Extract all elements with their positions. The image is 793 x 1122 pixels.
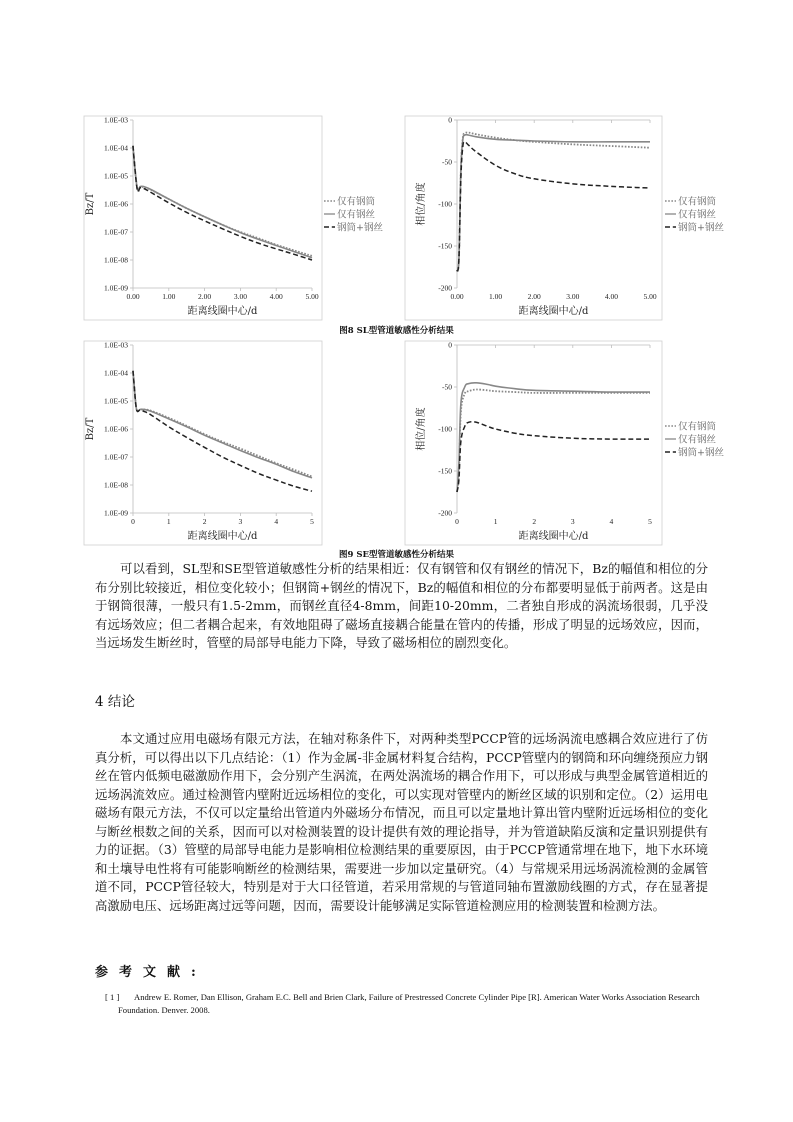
x-tick-label: 1: [493, 517, 498, 526]
series-line: [133, 371, 312, 477]
x-tick-label: 2: [202, 517, 207, 526]
x-tick-label: 0.00: [450, 292, 464, 301]
fig9-phase-chart: [405, 337, 735, 549]
x-tick-label: 0: [455, 517, 459, 526]
series-line: [457, 142, 650, 271]
y-tick-label: -100: [438, 424, 452, 434]
references-heading: 参考文献:: [95, 965, 207, 980]
series-line: [457, 422, 650, 492]
x-tick-label: 1.00: [162, 292, 176, 301]
y-tick-label: 1.0E-09: [104, 283, 128, 293]
x-tick-label: 1: [166, 517, 171, 526]
legend-label: 仅有钢丝: [337, 209, 376, 221]
y-tick-label: 1.0E-05: [104, 396, 128, 406]
y-tick-label: 1.0E-09: [104, 508, 128, 518]
x-tick-label: 4: [274, 517, 279, 526]
x-tick-label: 5: [648, 517, 652, 526]
fig8-caption: 图8 SL型管道敏感性分析结果: [339, 326, 454, 336]
x-tick-label: 3.00: [566, 292, 580, 301]
y-axis-label: Bz/T: [85, 417, 96, 441]
y-tick-label: -50: [442, 382, 452, 392]
y-tick-label: 1.0E-04: [104, 368, 128, 378]
fig8-amplitude-chart: [80, 112, 425, 324]
y-axis-label: Bz/T: [85, 192, 96, 216]
series-line: [133, 146, 312, 258]
legend-label: 钢筒+钢丝: [678, 222, 724, 234]
y-tick-label: -100: [438, 199, 452, 209]
fig9-phase-svg: [405, 337, 735, 549]
legend-label: 仅有钢丝: [678, 209, 717, 221]
conclusion-paragraph: 本文通过应用电磁场有限元方法，在轴对称条件下，对两种类型PCCP管的远场涡流电感耦合效应进行了仿真分析，可以得出以下几点结论：（1）作为金属-非金属材料复合结构，PCCP管壁内的钢筒和环向缠绕预应力钢丝在管内低频电磁激励作用下，会分别产生涡流，在两处涡流场的耦合作用下，可以形成与典型金属管道相近的远场涡流效应。通过检测管内壁附近远场相位的变化，可以实现对管壁内的断丝区域的识别和定位。（2）运用电磁场有限元方法，不仅可以定量给出管道内外磁场分布情况，而且可以定量地计算出管内壁附近远场相位的变化与断丝根数之间的关系，因而可以对检测装置的设计提供有效的理论指导，并为管道缺陷反演和定量识别提供有力的证据。（3）管壁的局部导电能力是影响相位检测结果的重要原因，由于PCCP管通常埋在地下，地下水环境和土壤导电性将有可能影响断丝的检测结果，需要进一步加以定量研究。（4）与常规采用远场涡流检测的金属管道不同，PCCP管径较大，特别是对于大口径管道，若采用常规的与管道同轴布置激励线圈的方式，存在显著提高激励电压、远场距离过远等问题，因而，需要设计能够满足实际管道检测应用的检测装置和检测方法。: [95, 731, 708, 913]
x-tick-label: 2: [532, 517, 537, 526]
series-line: [457, 135, 650, 272]
y-tick-label: -200: [438, 508, 452, 518]
y-tick-label: 1.0E-08: [104, 480, 128, 490]
reference-number: [ 1 ]: [105, 992, 120, 1002]
y-tick-label: -150: [438, 241, 452, 251]
y-tick-label: 1.0E-03: [104, 115, 128, 125]
y-tick-label: 1.0E-05: [104, 171, 128, 181]
series-line: [457, 133, 650, 272]
x-tick-label: 4: [609, 517, 614, 526]
reference-item: [105, 991, 713, 1016]
y-tick-label: -50: [442, 157, 452, 167]
y-tick-label: 1.0E-06: [104, 424, 128, 434]
x-axis-label: 距离线圈中心/d: [187, 531, 258, 542]
legend-label: 仅有钢筒: [337, 196, 376, 208]
x-tick-label: 4.00: [604, 292, 618, 301]
legend-label: 仅有钢丝: [678, 434, 717, 446]
y-tick-label: 1.0E-06: [104, 199, 128, 209]
y-tick-label: 1.0E-04: [104, 143, 128, 153]
x-tick-label: 5.00: [305, 292, 319, 301]
series-line: [133, 146, 312, 256]
x-axis-label: 距离线圈中心/d: [518, 306, 589, 317]
x-axis-label: 距离线圈中心/d: [187, 306, 258, 317]
fig9-amplitude-chart: [80, 337, 425, 549]
x-tick-label: 3: [570, 517, 575, 526]
legend-label: 仅有钢筒: [678, 196, 717, 208]
y-axis-label: 相位/角度: [416, 407, 427, 451]
reference-text: Andrew E. Romer, Dan Ellison, Graham E.C. Bell and Brien Clark, Failure of Prestressed Concrete Cylinder Pipe [R]. American Water Works Association Research Foundation. Denver. 2008.: [118, 992, 700, 1015]
x-tick-label: 5: [310, 517, 314, 526]
x-tick-label: 3.00: [233, 292, 247, 301]
fig8-phase-chart: [405, 112, 735, 324]
section-heading-conclusion: 4 结论: [95, 694, 135, 710]
x-tick-label: 0.00: [126, 292, 140, 301]
y-tick-label: 1.0E-03: [104, 340, 128, 350]
x-tick-label: 4.00: [269, 292, 283, 301]
y-tick-label: 1.0E-07: [104, 452, 128, 462]
fig9-caption: 图9 SE型管道敏感性分析结果: [339, 550, 454, 560]
series-line: [133, 371, 312, 491]
x-axis-label: 距离线圈中心/d: [518, 531, 589, 542]
fig8-amplitude-svg: [80, 112, 425, 324]
y-tick-label: -150: [438, 466, 452, 476]
x-tick-label: 3: [238, 517, 243, 526]
series-line: [133, 146, 312, 260]
legend-label: 钢筒+钢丝: [678, 447, 724, 459]
fig9-amplitude-svg: [80, 337, 425, 549]
y-tick-label: -200: [438, 283, 452, 293]
x-tick-label: 2.00: [527, 292, 541, 301]
y-tick-label: 1.0E-07: [104, 227, 128, 237]
discussion-paragraph: 可以看到，SL型和SE型管道敏感性分析的结果相近：仅有钢管和仅有钢丝的情况下，Bz的幅值和相位的分布分别比较接近，相位变化较小；但钢筒+钢丝的情况下，Bz的幅值和相位的分布都要明显低于前两者。这是由于钢筒很薄，一般只有1.5-2mm，而钢丝直径4-8mm，间距10-20mm，二者独自形成的涡流场很弱，几乎没有远场效应；但二者耦合起来，有效地阻碍了磁场直接耦合能量在管内的传播，形成了明显的远场效应，因而，当远场发生断丝时，管壁的局部导电能力下降，导致了磁场相位的剧烈变化。: [95, 561, 708, 650]
series-line: [457, 389, 650, 492]
x-tick-label: 5.00: [643, 292, 657, 301]
x-tick-label: 0: [131, 517, 135, 526]
legend-label: 仅有钢筒: [678, 421, 717, 433]
y-tick-label: 1.0E-08: [104, 255, 128, 265]
legend-label: 钢筒+钢丝: [337, 222, 383, 234]
y-tick-label: 0: [448, 115, 452, 125]
series-line: [133, 371, 312, 478]
y-axis-label: 相位/角度: [416, 182, 427, 226]
y-tick-label: 0: [448, 340, 452, 350]
x-tick-label: 2.00: [198, 292, 212, 301]
x-tick-label: 1.00: [489, 292, 503, 301]
fig8-phase-svg: [405, 112, 735, 324]
